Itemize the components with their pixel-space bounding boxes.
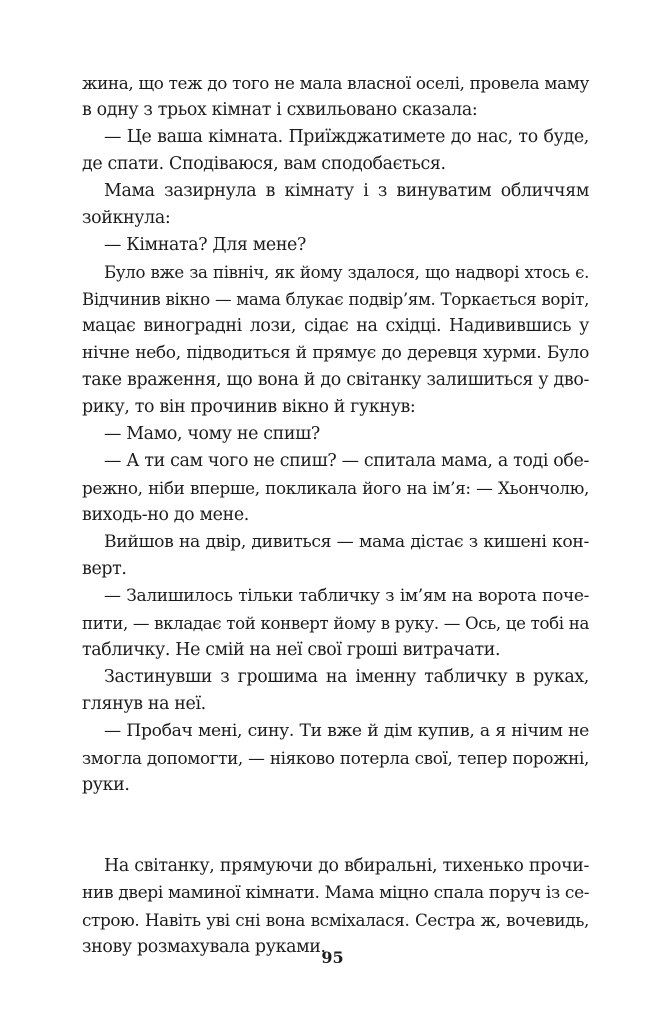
paragraph — [82, 529, 589, 583]
text-line: глянув на неї. — [82, 694, 206, 714]
text-line: знову розмахувала руками. — [82, 937, 326, 957]
text-line: Відчинив вікно — мама блукає подвір’ям. Торкається воріт, — [82, 290, 589, 309]
paragraph — [82, 853, 589, 961]
text-line: жина, що теж до того не мала власної оселі, провела маму — [82, 73, 589, 93]
text-line: Було вже за північ, як йому здалося, що надворі хтось є. — [104, 263, 589, 282]
text-line: нив двері маминої кімнати. Мама міцно спала поруч із се- — [82, 883, 590, 903]
text-line: руки. — [82, 775, 130, 795]
text-line: Вийшов на двір, дивиться — мама дістає з кишені кон- — [104, 532, 589, 552]
section-break — [82, 799, 589, 853]
text-line: зойкнула: — [82, 208, 171, 228]
text-line: змогла допомогти, — ніяково потерла свої, тепер порожні, — [82, 748, 589, 768]
text-line: виходь-но до мене. — [82, 505, 249, 525]
text-line: де спати. Сподіваюся, вам сподобається. — [82, 154, 446, 174]
paragraph — [82, 664, 589, 718]
text-line: Застинувши з грошима на іменну табличку в руках, — [104, 667, 589, 687]
page-number: 95 — [321, 948, 344, 967]
text-line: нічне небо, підводиться й прямує до деревця хурми. Було — [82, 343, 589, 363]
text-line: — Кімната? Для мене? — [104, 235, 306, 255]
text-line: — Залишилось тільки табличку з ім’ям на ворота поче- — [104, 586, 589, 606]
text-line: — Мамо, чому не спиш? — [104, 424, 320, 444]
paragraph — [82, 178, 589, 232]
paragraph — [82, 70, 589, 124]
paragraph — [82, 259, 589, 421]
paragraph — [82, 124, 589, 178]
paragraph — [82, 448, 589, 529]
text-line: в одну з трьох кімнат і схвильовано сказала: — [82, 100, 478, 120]
text-line: режно, ніби вперше, покликала його на ім’я: — Хьончолю, — [82, 478, 589, 498]
paragraph — [82, 232, 589, 259]
text-line: На світанку, прямуючи до вбиральні, тихенько прочи- — [104, 856, 589, 876]
text-line: верт. — [82, 559, 127, 579]
text-line: пити, — вкладає той конверт йому в руку. — Ось, це тобі на — [82, 614, 589, 633]
text-line: мацає виноградні лози, сідає на східці. Надивившись у — [82, 316, 589, 336]
text-line: — А ти сам чого не спиш? — спитала мама, а тоді обе- — [104, 451, 589, 471]
text-line: — Це ваша кімната. Приїжджатимете до нас, то буде, — [104, 127, 589, 147]
text-line: рику, то він прочинив вікно й гукнув: — [82, 397, 416, 417]
text-line: — Пробач мені, сину. Ти вже й дім купив, а я нічим не — [104, 721, 589, 741]
body-text — [82, 70, 589, 961]
paragraph — [82, 421, 589, 448]
text-line: Мама зазирнула в кімнату і з винуватим обличчям — [104, 181, 589, 201]
paragraph — [82, 583, 589, 664]
paragraph — [82, 718, 589, 799]
text-line: табличку. Не смій на неї свої гроші витрачати. — [82, 640, 501, 660]
text-line: строю. Навіть уві сні вона всміхалася. Сестра ж, вочевидь, — [82, 910, 589, 930]
text-line: таке враження, що вона й до світанку залишиться у дво- — [82, 370, 589, 390]
